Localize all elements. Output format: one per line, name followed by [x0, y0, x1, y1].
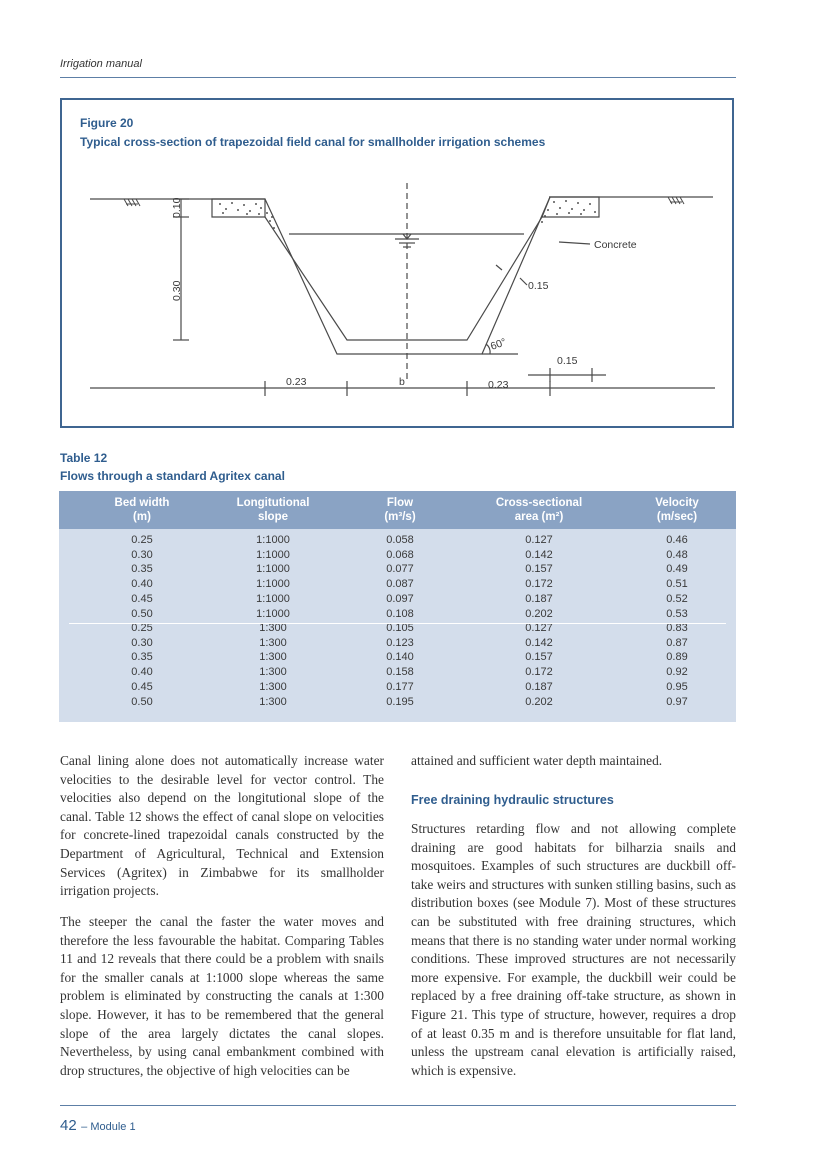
table-cell: 1:1000 — [256, 548, 290, 561]
table-cell: 0.158 — [386, 666, 414, 679]
ground-hatch-left — [124, 199, 140, 206]
table-cell: 0.95 — [666, 680, 688, 693]
concrete-stipple-right — [541, 200, 596, 223]
table-cell: 0.51 — [666, 578, 688, 591]
table-group-divider — [69, 623, 726, 624]
table-cell: 0.127 — [525, 534, 553, 546]
column-velocity-group-1 — [627, 533, 727, 621]
table-cell: 0.140 — [386, 651, 414, 664]
thickness-label: 0.15 — [528, 280, 549, 292]
table-cell: 1:300 — [259, 622, 287, 634]
dim-depth-label: 0.30 — [171, 280, 183, 301]
table-cell: 0.50 — [131, 607, 153, 620]
subheading: Free draining hydraulic structures — [411, 793, 614, 807]
footer-rule — [60, 1105, 736, 1106]
table-cell: 1:1000 — [256, 534, 290, 546]
column-bed-width-group-1 — [92, 533, 192, 621]
table-cell: 0.35 — [131, 563, 153, 576]
table-cell: 0.097 — [386, 592, 414, 605]
right-paragraph-2: Structures retarding flow and not allowing complete draining are good habitats for bilharzia snails and mosquitoes. Examples of such structures are duckbill off-take weirs and structures with sunken stilling basins, such as distribution boxes (see Module 7). Most of these structures can be substituted with free draining structures, which means that there is no standing water under normal working conditions. These improved structures are not necessarily more expensive. For example, the duckbill weir could be replaced by a free draining off-take structure, as shown in Figure 21. This type of structure, however, requires a drop of at least 0.35 m and is therefore unsuitable for flat land, unless the upstream canal elevation is artificially raised, which is expensive. — [411, 821, 736, 1078]
table-cell: 0.89 — [666, 651, 688, 664]
canal-cross-section-diagram — [62, 100, 736, 430]
table-cell: 0.068 — [386, 548, 414, 561]
table-cell: 0.92 — [666, 666, 688, 679]
table-cell: 0.53 — [666, 607, 688, 620]
figure-number: Figure 20 — [80, 116, 134, 130]
concrete-leader — [559, 242, 590, 244]
header-flow: Flow (m³/s) — [384, 497, 416, 523]
table-cell: 0.30 — [131, 636, 153, 649]
table-cell: 1:300 — [259, 680, 287, 693]
table-cell: 0.077 — [386, 563, 414, 576]
column-flow-group-2 — [350, 621, 450, 709]
bottom-right-label: 0.23 — [488, 379, 509, 391]
table-cell: 1:1000 — [256, 607, 290, 620]
lining-width-label: 0.15 — [557, 355, 578, 367]
table-cell: 0.48 — [666, 548, 688, 561]
dim-top-label: 0.10 — [171, 197, 183, 218]
table-cell: 0.30 — [131, 548, 153, 561]
table-cell: 0.50 — [131, 695, 153, 708]
table-cell: 0.142 — [525, 636, 553, 649]
left-paragraph-1: Canal lining alone does not automatically increase water velocities to the desirable level for vector control. The velocities also depend on the longitutional slope of the canal. Table 12 shows the effect of canal slope on velocities for concrete-lined trapezoidal canals constructed by the Department of Agricultural, Technical and Extension Services (Agritex) in Zimbabwe for its smallholder irrigation projects. — [60, 753, 384, 899]
left-crest-block — [212, 199, 265, 217]
table-cell: 1:300 — [259, 636, 287, 649]
table-cell: 0.105 — [386, 622, 414, 634]
table-cell: 0.187 — [525, 592, 553, 605]
concrete-stipple-left — [219, 202, 275, 229]
thickness-leader — [520, 278, 527, 285]
table-cell: 0.46 — [666, 534, 688, 546]
figure-box — [60, 98, 734, 428]
table-cell: 0.108 — [386, 607, 414, 620]
flow-table — [59, 491, 736, 722]
table-cell: 0.45 — [131, 680, 153, 693]
table-cell: 0.25 — [131, 622, 153, 634]
table-cell: 0.127 — [525, 622, 553, 634]
right-crest-block — [542, 197, 599, 217]
figure-caption: Typical cross-section of trapezoidal field canal for smallholder irrigation schemes — [80, 135, 546, 149]
header-bed-width: Bed width (m) — [114, 497, 170, 523]
page-number: 42 — [60, 1117, 77, 1134]
column-slope-group-1 — [223, 533, 323, 621]
column-area-group-1 — [479, 533, 599, 621]
right-paragraph-1: attained and sufficient water depth maintained. — [411, 753, 663, 768]
bottom-left-label: 0.23 — [286, 376, 307, 388]
footer — [60, 1117, 136, 1135]
table-cell: 0.97 — [666, 695, 688, 708]
header-slope: Longitutional slope — [236, 497, 310, 523]
table-cell: 0.123 — [386, 636, 414, 649]
table-cell: 0.195 — [386, 695, 414, 708]
header-velocity: Velocity (m/sec) — [655, 497, 699, 523]
table-cell: 0.142 — [525, 548, 553, 561]
table-cell: 0.35 — [131, 651, 153, 664]
table-cell: 0.087 — [386, 578, 414, 591]
table-cell: 1:1000 — [256, 578, 290, 591]
running-head: Irrigation manual — [60, 58, 142, 70]
table-cell: 1:300 — [259, 666, 287, 679]
header-area: Cross-sectional area (m²) — [495, 497, 583, 523]
table-cell: 0.52 — [666, 592, 688, 605]
table-cell: 0.172 — [525, 666, 553, 679]
table-cell: 0.202 — [525, 607, 553, 620]
module-label: – Module 1 — [81, 1121, 136, 1133]
table-cell: 1:300 — [259, 695, 287, 708]
table-cell: 0.058 — [386, 534, 414, 546]
column-flow-group-1 — [350, 533, 450, 621]
concrete-label: Concrete — [594, 239, 637, 251]
table-number: Table 12 — [60, 451, 108, 465]
table-cell: 0.172 — [525, 578, 553, 591]
table-cell: 0.40 — [131, 666, 153, 679]
table-cell: 0.157 — [525, 651, 553, 664]
header-rule — [60, 77, 736, 78]
column-velocity-group-2 — [627, 621, 727, 709]
table-cell: 0.49 — [666, 563, 688, 576]
table-cell: 0.25 — [131, 534, 153, 546]
table-cell: 0.187 — [525, 680, 553, 693]
table-cell: 0.177 — [386, 680, 414, 693]
table-cell: 1:1000 — [256, 592, 290, 605]
table-cell: 0.45 — [131, 592, 153, 605]
bottom-center-label: b — [399, 376, 405, 388]
table-header — [59, 491, 736, 529]
table-caption: Flows through a standard Agritex canal — [60, 469, 285, 483]
table-cell: 1:300 — [259, 651, 287, 664]
column-bed-width-group-2 — [92, 621, 192, 709]
column-area-group-2 — [479, 621, 599, 709]
angle-label: 60° — [488, 336, 508, 353]
table-cell: 1:1000 — [256, 563, 290, 576]
column-slope-group-2 — [223, 621, 323, 709]
table-cell: 0.157 — [525, 563, 553, 576]
table-cell: 0.40 — [131, 578, 153, 591]
table-cell: 0.83 — [666, 622, 688, 634]
table-cell: 0.87 — [666, 636, 688, 649]
table-cell: 0.202 — [525, 695, 553, 708]
ground-hatch-right — [668, 197, 684, 204]
left-paragraph-2: The steeper the canal the faster the water moves and therefore the less favourable the habitat. Comparing Tables 11 and 12 reveals that there could be a problem with snails for the smaller canals at 1:1000 slope whereas the same problem is eliminated by constructing the canals at 1:300 slope. However, it has to be remembered that the general slope of the area largely dictates the canal slopes. Nevertheless, by using canal embankment combined with drop structures, the objective of high velocities can be — [60, 914, 384, 1078]
